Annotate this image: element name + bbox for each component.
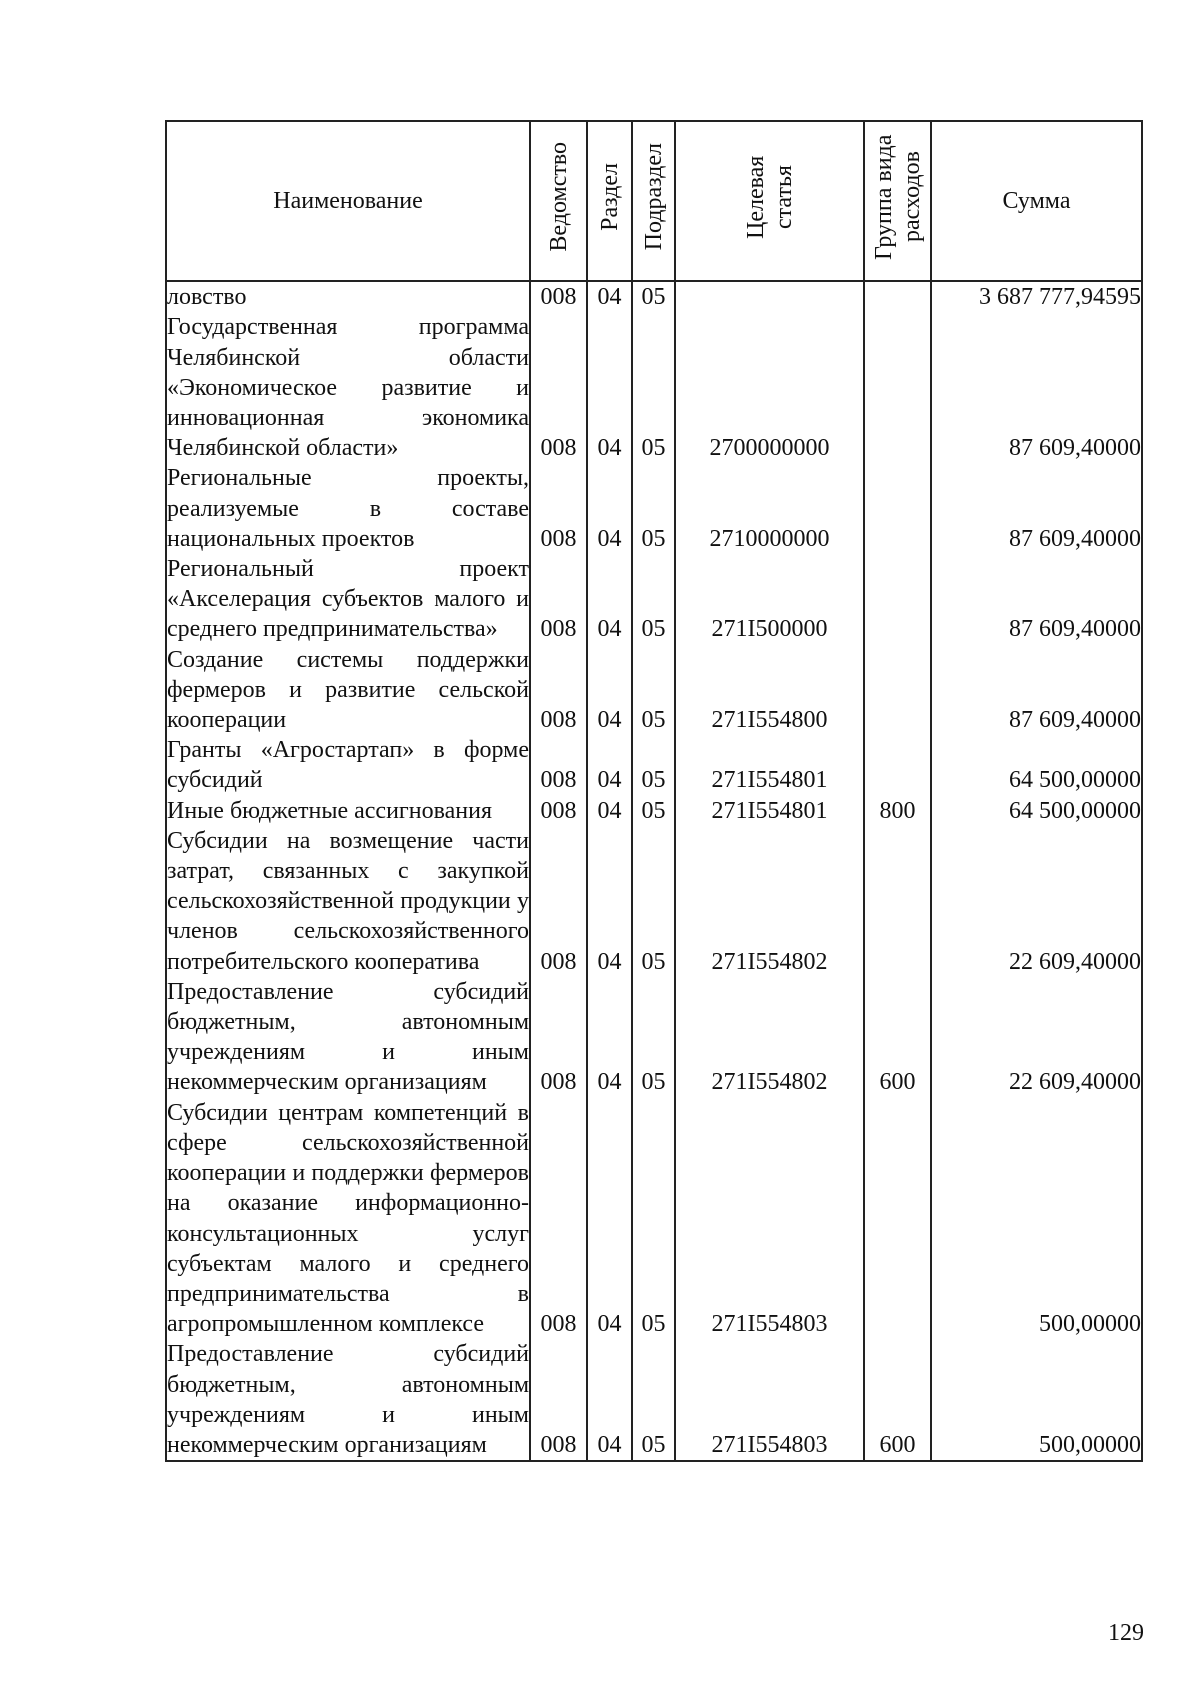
cell-target-item: 271I554801 <box>675 735 864 795</box>
cell-target-item: 271I554802 <box>675 977 864 1098</box>
table-row <box>166 463 1142 554</box>
page-number: 129 <box>1108 1620 1144 1646</box>
budget-table <box>165 120 1143 1462</box>
table-row <box>166 735 1142 795</box>
cell-section: 04 <box>587 977 632 1098</box>
cell-target-item: 271I554800 <box>675 645 864 736</box>
cell-expense-group <box>864 463 931 554</box>
cell-target-item: 2710000000 <box>675 463 864 554</box>
cell-name: Субсидии центрам компетенций в сфере сельскохозяйственной кооперации и поддержки фермеров на оказание информационно-консультационных услуг субъектам малого и среднего предпринимательства в агропромышленном комплексе <box>166 1098 530 1340</box>
cell-name: Гранты «Агростартап» в форме субсидий <box>166 735 530 795</box>
cell-expense-group <box>864 826 931 977</box>
header-section: Раздел <box>587 121 632 281</box>
cell-section: 04 <box>587 645 632 736</box>
cell-subsection: 05 <box>632 554 675 645</box>
table-row <box>166 826 1142 977</box>
cell-name: ловство <box>166 281 530 312</box>
cell-section: 04 <box>587 1339 632 1461</box>
cell-department: 008 <box>530 826 587 977</box>
cell-department: 008 <box>530 463 587 554</box>
cell-subsection: 05 <box>632 1339 675 1461</box>
table-row <box>166 796 1142 826</box>
cell-expense-group <box>864 281 931 312</box>
cell-department: 008 <box>530 281 587 312</box>
header-target-item: Целевая статья <box>675 121 864 281</box>
cell-subsection: 05 <box>632 796 675 826</box>
cell-section: 04 <box>587 281 632 312</box>
cell-amount: 500,00000 <box>931 1098 1142 1340</box>
cell-expense-group <box>864 735 931 795</box>
cell-amount: 500,00000 <box>931 1339 1142 1461</box>
cell-expense-group <box>864 1098 931 1340</box>
cell-name: Создание системы поддержки фермеров и развитие сельской кооперации <box>166 645 530 736</box>
cell-section: 04 <box>587 463 632 554</box>
header-subsection: Подраздел <box>632 121 675 281</box>
cell-department: 008 <box>530 1098 587 1340</box>
cell-target-item: 271I554802 <box>675 826 864 977</box>
cell-name: Региональные проекты, реализуемые в составе национальных проектов <box>166 463 530 554</box>
cell-name: Предоставление субсидий бюджетным, автономным учреждениям и иным некоммерческим организациям <box>166 1339 530 1461</box>
table-body <box>166 281 1142 1461</box>
cell-name: Предоставление субсидий бюджетным, автономным учреждениям и иным некоммерческим организациям <box>166 977 530 1098</box>
cell-subsection: 05 <box>632 977 675 1098</box>
header-department: Ведомство <box>530 121 587 281</box>
cell-target-item: 271I500000 <box>675 554 864 645</box>
cell-department: 008 <box>530 977 587 1098</box>
cell-section: 04 <box>587 1098 632 1340</box>
cell-name: Иные бюджетные ассигнования <box>166 796 530 826</box>
table-header-row <box>166 121 1142 281</box>
cell-department: 008 <box>530 735 587 795</box>
cell-amount: 22 609,40000 <box>931 826 1142 977</box>
cell-expense-group <box>864 554 931 645</box>
cell-amount: 64 500,00000 <box>931 735 1142 795</box>
cell-target-item: 271I554803 <box>675 1339 864 1461</box>
table-row <box>166 1098 1142 1340</box>
cell-department: 008 <box>530 796 587 826</box>
cell-expense-group: 600 <box>864 977 931 1098</box>
cell-name: Региональный проект «Акселерация субъектов малого и среднего предпринимательства» <box>166 554 530 645</box>
header-expense-group: Группа вида расходов <box>864 121 931 281</box>
table-row <box>166 312 1142 463</box>
cell-amount: 64 500,00000 <box>931 796 1142 826</box>
cell-target-item: 2700000000 <box>675 312 864 463</box>
cell-subsection: 05 <box>632 735 675 795</box>
cell-expense-group <box>864 312 931 463</box>
cell-target-item: 271I554801 <box>675 796 864 826</box>
cell-expense-group: 800 <box>864 796 931 826</box>
table-row <box>166 977 1142 1098</box>
cell-subsection: 05 <box>632 645 675 736</box>
cell-amount: 87 609,40000 <box>931 554 1142 645</box>
cell-subsection: 05 <box>632 281 675 312</box>
cell-department: 008 <box>530 554 587 645</box>
cell-section: 04 <box>587 796 632 826</box>
cell-subsection: 05 <box>632 1098 675 1340</box>
cell-amount: 87 609,40000 <box>931 645 1142 736</box>
header-amount: Сумма <box>931 121 1142 281</box>
cell-subsection: 05 <box>632 463 675 554</box>
cell-target-item: 271I554803 <box>675 1098 864 1340</box>
cell-department: 008 <box>530 1339 587 1461</box>
cell-section: 04 <box>587 554 632 645</box>
cell-subsection: 05 <box>632 312 675 463</box>
cell-department: 008 <box>530 312 587 463</box>
cell-subsection: 05 <box>632 826 675 977</box>
header-name: Наименование <box>166 121 530 281</box>
cell-name: Государственная программа Челябинской области «Экономическое развитие и инновационная экономика Челябинской области» <box>166 312 530 463</box>
cell-amount: 22 609,40000 <box>931 977 1142 1098</box>
cell-section: 04 <box>587 312 632 463</box>
cell-amount: 87 609,40000 <box>931 463 1142 554</box>
cell-amount: 3 687 777,94595 <box>931 281 1142 312</box>
cell-expense-group <box>864 645 931 736</box>
table-row <box>166 554 1142 645</box>
budget-table-container <box>165 120 1141 1462</box>
table-row <box>166 281 1142 312</box>
cell-expense-group: 600 <box>864 1339 931 1461</box>
cell-target-item <box>675 281 864 312</box>
table-row <box>166 645 1142 736</box>
cell-name: Субсидии на возмещение части затрат, связанных с закупкой сельскохозяйственной продукции у членов сельскохозяйственного потребительского кооператива <box>166 826 530 977</box>
cell-amount: 87 609,40000 <box>931 312 1142 463</box>
cell-section: 04 <box>587 735 632 795</box>
table-row <box>166 1339 1142 1461</box>
cell-department: 008 <box>530 645 587 736</box>
cell-section: 04 <box>587 826 632 977</box>
